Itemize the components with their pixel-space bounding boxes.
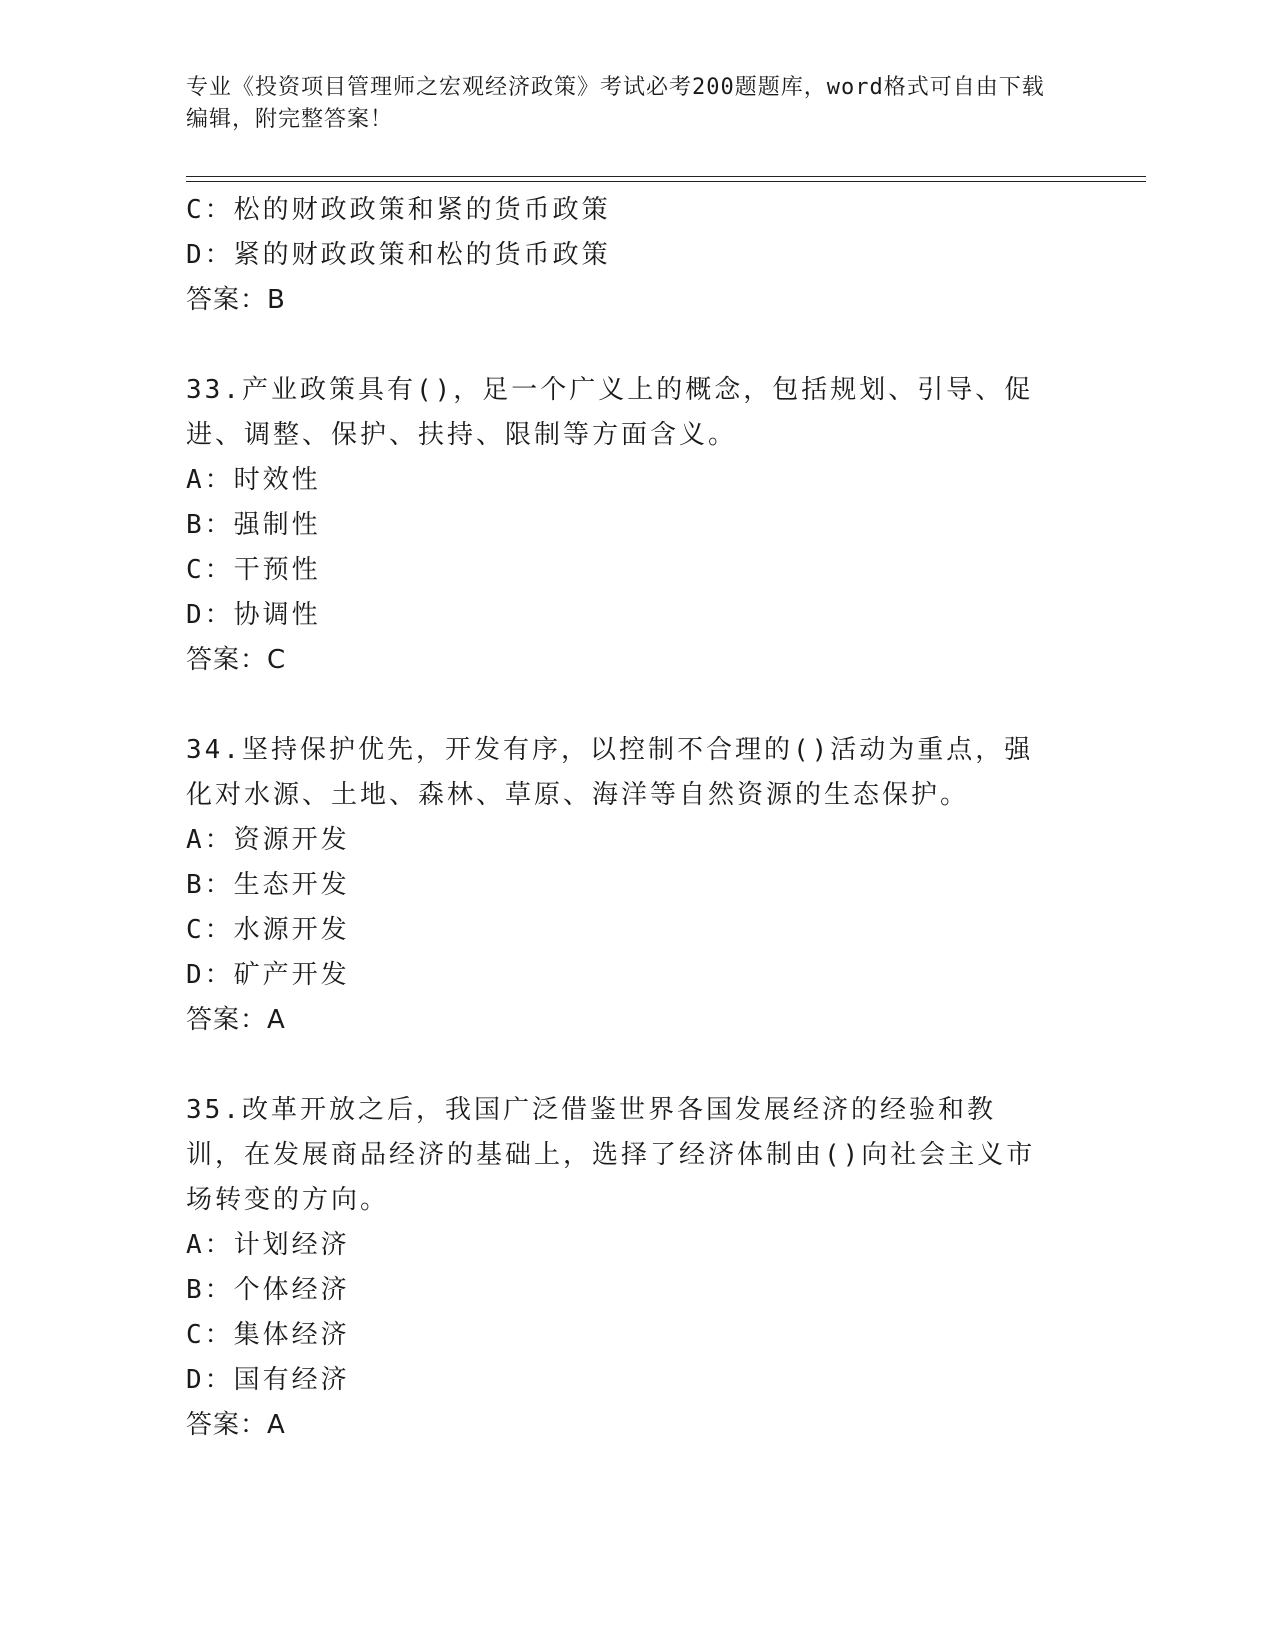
option-text: 强制性 <box>233 510 321 540</box>
option-label: D： <box>186 600 234 630</box>
option-b <box>186 863 1066 908</box>
option-text: 个体经济 <box>233 1275 350 1305</box>
option-c <box>186 548 1066 593</box>
option-text: 矿产开发 <box>233 960 350 990</box>
option-text: 集体经济 <box>233 1320 350 1350</box>
document-body <box>186 188 1066 1448</box>
option-a <box>186 1223 1066 1268</box>
option-a <box>186 458 1066 503</box>
question-text: 33.产业政策具有()，足一个广义上的概念，包括规划、引导、促进、调整、保护、扶持、限制等方面含义。 <box>186 375 1034 450</box>
option-c <box>186 188 1066 233</box>
option-text: 紧的财政政策和松的货币政策 <box>233 240 611 270</box>
option-text: 松的财政政策和紧的货币政策 <box>233 195 611 225</box>
option-label: D： <box>186 240 234 270</box>
option-label: B： <box>186 1275 234 1305</box>
document-header: 专业《投资项目管理师之宏观经济政策》考试必考200题题库，word格式可自由下载编辑，附完整答案！ <box>186 75 1045 132</box>
option-label: B： <box>186 870 234 900</box>
question-text: 34.坚持保护优先，开发有序，以控制不合理的()活动为重点，强化对水源、土地、森林、草原、海洋等自然资源的生态保护。 <box>186 735 1034 810</box>
option-label: D： <box>186 1365 234 1395</box>
option-d <box>186 953 1066 998</box>
option-text: 水源开发 <box>233 915 350 945</box>
option-d <box>186 1358 1066 1403</box>
question-33 <box>186 368 1066 683</box>
option-label: C： <box>186 1320 234 1350</box>
option-c <box>186 908 1066 953</box>
option-label: B： <box>186 510 234 540</box>
option-text: 计划经济 <box>233 1230 350 1260</box>
answer-line: 答案：A <box>186 1410 286 1440</box>
option-text: 时效性 <box>233 465 321 495</box>
answer-line: 答案：A <box>186 1005 286 1035</box>
option-label: A： <box>186 1230 234 1260</box>
carryover-block <box>186 188 1066 323</box>
option-c <box>186 1313 1066 1358</box>
option-text: 干预性 <box>233 555 321 585</box>
option-label: D： <box>186 960 234 990</box>
option-d <box>186 593 1066 638</box>
option-text: 生态开发 <box>233 870 350 900</box>
answer-line: 答案：C <box>186 645 287 675</box>
option-a <box>186 818 1066 863</box>
option-label: A： <box>186 465 234 495</box>
answer-line: 答案：B <box>186 285 286 315</box>
option-d <box>186 233 1066 278</box>
option-b <box>186 1268 1066 1313</box>
option-text: 协调性 <box>233 600 321 630</box>
option-label: C： <box>186 555 234 585</box>
option-label: C： <box>186 915 234 945</box>
header-rule-bottom <box>186 181 1146 182</box>
option-b <box>186 503 1066 548</box>
question-34 <box>186 728 1066 1043</box>
question-text: 35.改革开放之后，我国广泛借鉴世界各国发展经济的经验和教训，在发展商品经济的基础上，选择了经济体制由()向社会主义市场转变的方向。 <box>186 1095 1036 1215</box>
question-35 <box>186 1088 1066 1448</box>
header-rule-top <box>186 176 1146 177</box>
option-label: A： <box>186 825 234 855</box>
option-text: 资源开发 <box>233 825 350 855</box>
option-label: C： <box>186 195 234 225</box>
option-text: 国有经济 <box>233 1365 350 1395</box>
